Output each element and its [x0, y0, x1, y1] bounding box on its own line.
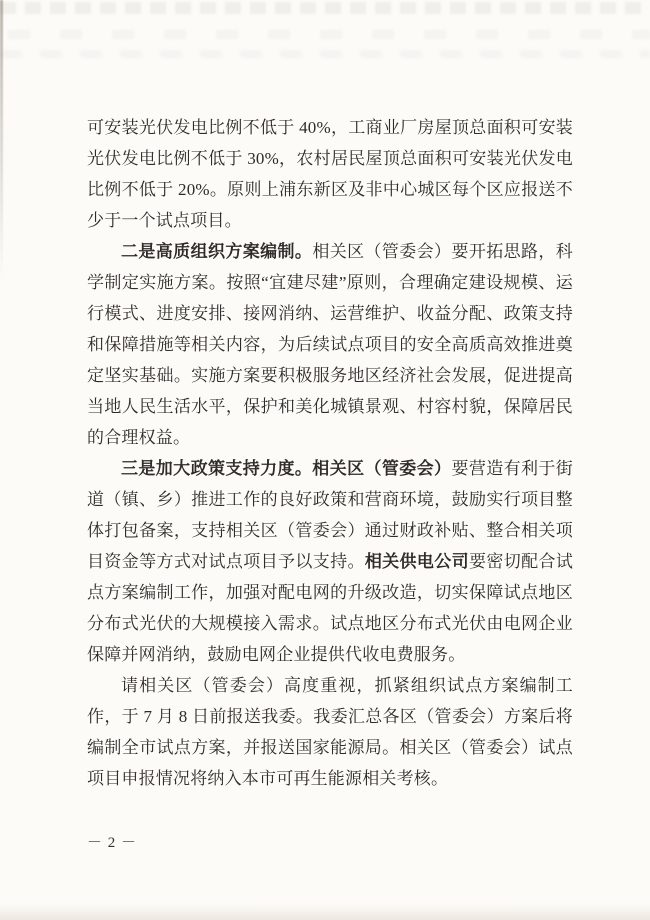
text-run: 可安装光伏发电比例不低于 40%，工商业厂房屋顶总面积可安装光伏发电比例不低于 30%，农村居民屋顶总面积可安装光伏发电比例不低于 20%。原则上浦东新区及非中心城区每个区应报送不少于一个试点项目。	[87, 118, 573, 230]
text-run: 要密切配合试点方案编制工作，加强对配电网的升级改造，切实保障试点地区分布式光伏的大规模接入需求。试点地区分布式光伏由电网企业保障并网消纳，鼓励电网企业提供代收电费服务。	[87, 552, 574, 664]
paragraph	[87, 236, 573, 453]
text-run: 要营造有利于街道（镇、乡）推进工作的良好政策和营商环境，鼓励实行项目整体打包备案，支持相关区（管委会）通过财政补贴、整合相关项目资金等方式对试点项目予以支持。	[87, 459, 573, 571]
scan-bleedthrough-artifact	[0, 30, 650, 39]
paragraph	[87, 670, 573, 794]
scan-bleedthrough-artifact	[0, 2, 650, 14]
emphasis-text-run: 相关供电公司	[364, 552, 469, 571]
scan-bottom-edge-shadow	[0, 904, 650, 920]
scan-left-edge-shadow	[0, 0, 3, 280]
emphasis-text-run: 二是高质组织方案编制。	[121, 242, 313, 261]
text-run: 相关区（管委会）要开拓思路，科学制定实施方案。按照“宜建尽建”原则，合理确定建设规模、运行模式、进度安排、接网消纳、运营维护、收益分配、政策支持和保障措施等相关内容，为后续试点项目的安全高质高效推进奠定坚实基础。实施方案要积极服务地区经济社会发展，促进提高当地人民生活水平，保护和美化城镇景观、村容村貌，保障居民的合理权益。	[87, 242, 573, 447]
paragraph	[87, 112, 573, 236]
paragraph	[87, 453, 573, 670]
text-run: 请相关区（管委会）高度重视，抓紧组织试点方案编制工作，于 7 月 8 日前报送我委。我委汇总各区（管委会）方案后将编制全市试点方案，并报送国家能源局。相关区（管委会）试点项目申报情况将纳入本市可再生能源相关考核。	[87, 676, 573, 788]
emphasis-text-run: 三是加大政策支持力度。相关区（管委会）	[121, 459, 452, 478]
document-body	[87, 112, 573, 794]
page-number: － 2 －	[87, 835, 138, 851]
scan-bleedthrough-artifact	[0, 50, 650, 58]
